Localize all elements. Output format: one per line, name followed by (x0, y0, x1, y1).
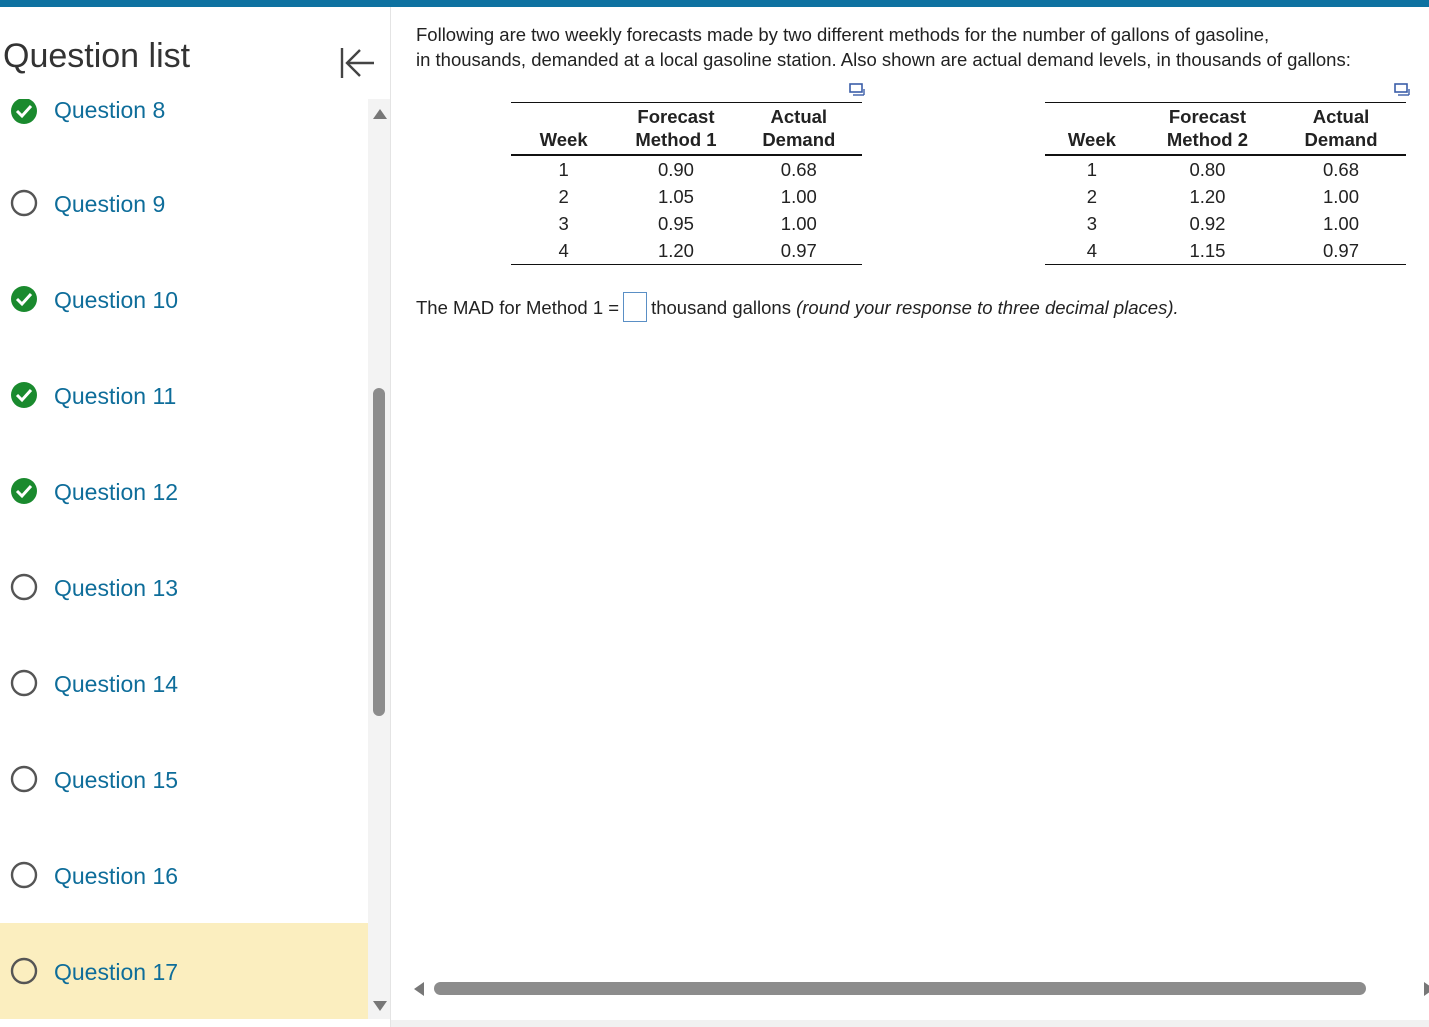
header-forecast (616, 103, 735, 156)
cell-actual: 0.68 (1323, 159, 1360, 180)
top-accent-bar (0, 0, 1429, 7)
header-forecast-top: Forecast (637, 106, 715, 127)
empty-circle-icon (10, 957, 38, 985)
collapse-panel-icon[interactable] (338, 45, 376, 81)
header-actual (1276, 103, 1406, 156)
cell-week: 1 (1086, 159, 1098, 180)
cell-actual: 0.68 (780, 159, 817, 180)
cell-week: 1 (558, 159, 569, 180)
table-row (511, 210, 862, 237)
table-row (511, 237, 862, 265)
table-row (511, 155, 862, 183)
checkmark-done-icon (10, 99, 38, 125)
question-intro (416, 23, 1426, 72)
empty-circle-icon (10, 189, 38, 217)
method-2-table (1045, 102, 1406, 265)
checkmark-done-icon (10, 285, 38, 313)
header-actual-top: Actual (1312, 106, 1370, 127)
cell-forecast: 1.20 (1189, 186, 1226, 207)
intro-line-1: Following are two weekly forecasts made by two different methods for the number of gallons of gasoline, (416, 24, 1270, 45)
question-item-16[interactable] (0, 823, 368, 919)
checkmark-done-icon (10, 381, 38, 409)
table-row (1045, 210, 1406, 237)
question-item-12[interactable] (0, 439, 368, 535)
question-label: Question 8 (54, 99, 166, 123)
empty-circle-icon (10, 669, 38, 697)
scroll-right-arrow-icon[interactable] (1424, 982, 1429, 996)
question-item-10[interactable] (0, 247, 368, 343)
question-item-14[interactable] (0, 631, 368, 727)
header-forecast-bottom: Method 1 (635, 129, 717, 150)
cell-forecast: 0.92 (1189, 213, 1226, 234)
question-label: Question 17 (54, 959, 179, 985)
question-label: Question 13 (54, 575, 179, 601)
mad-prefix: The MAD for Method 1 = (416, 296, 620, 318)
cell-week: 2 (558, 186, 569, 207)
scroll-left-arrow-icon[interactable] (414, 982, 424, 996)
question-label: Question 14 (54, 671, 179, 697)
question-label: Question 10 (54, 287, 179, 313)
cell-forecast: 0.90 (657, 159, 694, 180)
cell-actual: 1.00 (780, 186, 817, 207)
expand-table-icon[interactable] (1394, 83, 1412, 97)
cell-actual: 1.00 (780, 213, 817, 234)
question-item-15[interactable] (0, 727, 368, 823)
header-forecast-top: Forecast (1168, 106, 1246, 127)
question-label: Question 12 (54, 479, 179, 505)
cell-actual: 1.00 (1323, 213, 1360, 234)
question-item-17[interactable] (0, 923, 368, 1019)
intro-line-2: in thousands, demanded at a local gasoline station. Also shown are actual demand levels, in thousands of gallons: (416, 48, 1351, 70)
question-list (0, 99, 368, 1019)
cell-forecast: 0.95 (657, 213, 694, 234)
header-forecast-bottom: Method 2 (1166, 129, 1249, 150)
table-row (1045, 237, 1406, 265)
empty-circle-icon (10, 861, 38, 889)
method-1-table (511, 102, 862, 265)
cell-actual: 0.97 (1276, 237, 1406, 265)
cell-forecast: 1.05 (657, 186, 694, 207)
empty-circle-icon (10, 765, 38, 793)
question-list-panel (0, 7, 390, 1027)
header-actual-top: Actual (770, 106, 828, 127)
question-item-9[interactable] (0, 151, 368, 247)
cell-actual: 1.00 (1323, 186, 1360, 207)
sidebar-scroll-thumb[interactable] (373, 388, 385, 716)
question-item-8[interactable] (0, 99, 368, 135)
header-week: Week (511, 103, 616, 156)
header-actual-bottom: Demand (1304, 129, 1378, 150)
mad-answer-line (416, 294, 1179, 324)
table-row (1045, 183, 1406, 210)
cell-week: 3 (558, 213, 569, 234)
cell-week: 2 (1086, 186, 1098, 207)
question-label: Question 11 (54, 383, 177, 409)
cell-forecast: 0.80 (1189, 159, 1226, 180)
cell-actual: 0.97 (736, 237, 862, 265)
cell-week: 4 (511, 237, 616, 265)
table-row (511, 183, 862, 210)
question-list-title: Question list (3, 37, 191, 75)
table-row (1045, 155, 1406, 183)
sidebar-scrollbar[interactable] (368, 99, 390, 1019)
empty-circle-icon (10, 573, 38, 601)
mad-answer-input[interactable] (623, 292, 647, 322)
header-week: Week (1045, 103, 1139, 156)
cell-forecast: 1.20 (616, 237, 735, 265)
scroll-up-arrow-icon[interactable] (373, 109, 387, 119)
header-actual-bottom: Demand (762, 129, 836, 150)
bottom-strip (391, 1020, 1429, 1027)
question-item-11[interactable] (0, 343, 368, 439)
header-actual (736, 103, 862, 156)
question-content (391, 7, 1429, 1027)
question-item-13[interactable] (0, 535, 368, 631)
expand-table-icon[interactable] (849, 83, 867, 97)
question-label: Question 9 (54, 191, 166, 217)
question-label: Question 16 (54, 863, 179, 889)
cell-week: 4 (1045, 237, 1139, 265)
mad-hint: (round your response to three decimal places). (796, 296, 1179, 318)
scroll-down-arrow-icon[interactable] (373, 1001, 387, 1011)
cell-week: 3 (1086, 213, 1098, 234)
checkmark-done-icon (10, 477, 38, 505)
cell-forecast: 1.15 (1139, 237, 1276, 265)
horizontal-scrollbar[interactable] (411, 979, 1429, 999)
mad-unit: thousand gallons (651, 296, 791, 318)
question-label: Question 15 (54, 767, 179, 793)
header-forecast (1139, 103, 1276, 156)
horizontal-scroll-thumb[interactable] (434, 982, 1366, 995)
